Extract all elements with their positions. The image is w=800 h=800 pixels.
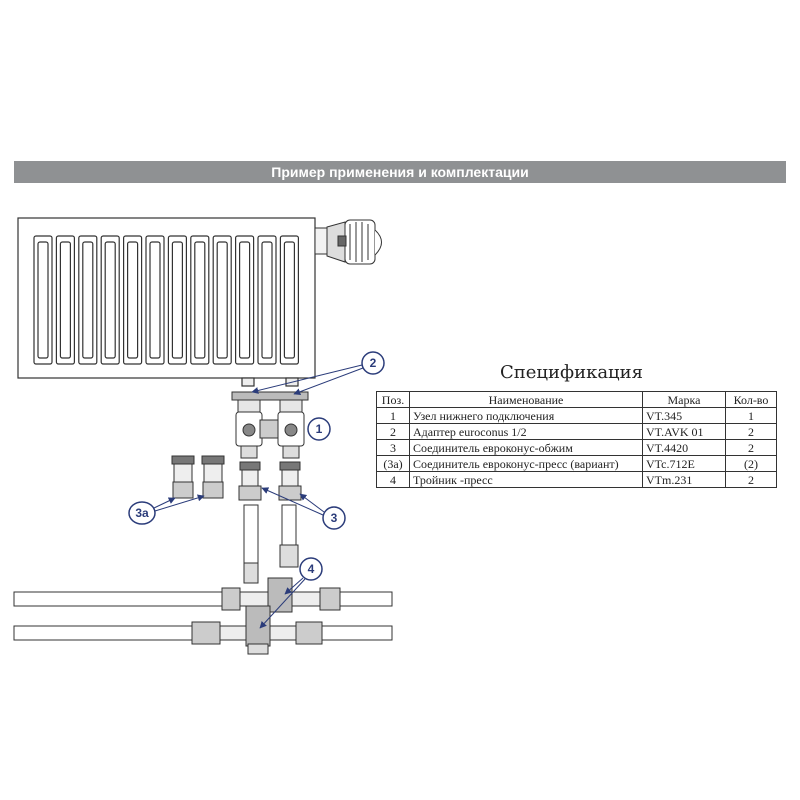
cell-mark: VTm.231 <box>643 472 726 488</box>
radiator-fin-inner <box>105 242 115 358</box>
radiator-fin-inner <box>240 242 250 358</box>
bottom-connection-valve <box>232 392 308 458</box>
cell-mark: VT.345 <box>643 408 726 424</box>
cell-qty: 2 <box>726 424 777 440</box>
radiator-fin-inner <box>284 242 294 358</box>
cell-name: Тройник -пресс <box>410 472 643 488</box>
header-name: Наименование <box>410 392 643 408</box>
table-row <box>377 472 777 488</box>
vertical-pipes <box>244 505 298 583</box>
cell-qty: 2 <box>726 440 777 456</box>
table-row <box>377 456 777 472</box>
callout-3 <box>262 488 345 529</box>
cell-name: Соединитель евроконус-обжим <box>410 440 643 456</box>
connectors-pos3a <box>172 456 224 498</box>
radiator-fin-inner <box>128 242 138 358</box>
callout-1-label: 1 <box>315 422 323 436</box>
cell-qty: (2) <box>726 456 777 472</box>
header-pos: Поз. <box>377 392 410 408</box>
table-row <box>377 408 777 424</box>
cell-mark: VTc.712E <box>643 456 726 472</box>
callout-3a <box>129 496 204 524</box>
cell-qty: 1 <box>726 408 777 424</box>
cell-mark: VT.AVK 01 <box>643 424 726 440</box>
callout-3-label: 3 <box>330 511 338 525</box>
thermostatic-head <box>315 220 382 264</box>
press-tees <box>192 578 340 654</box>
cell-pos: (3а) <box>377 456 410 472</box>
cell-mark: VT.4420 <box>643 440 726 456</box>
cell-name: Адаптер euroconus 1/2 <box>410 424 643 440</box>
callout-1 <box>308 418 330 440</box>
cell-pos: 4 <box>377 472 410 488</box>
table-row <box>377 440 777 456</box>
callout-3a-label: 3а <box>135 506 149 520</box>
cell-name: Узел нижнего подключения <box>410 408 643 424</box>
radiator-fin-inner <box>217 242 227 358</box>
cell-qty: 2 <box>726 472 777 488</box>
cell-name: Соединитель евроконус-пресс (вариант) <box>410 456 643 472</box>
spec-table <box>376 391 777 488</box>
radiator-fin-inner <box>83 242 93 358</box>
connectors-pos3 <box>239 462 301 500</box>
cell-pos: 1 <box>377 408 410 424</box>
radiator-fin-inner <box>195 242 205 358</box>
header-qty: Кол-во <box>726 392 777 408</box>
section-banner: Пример применения и комплектации <box>14 161 786 183</box>
radiator-fin-inner <box>60 242 70 358</box>
header-mark: Марка <box>643 392 726 408</box>
table-row <box>377 424 777 440</box>
radiator-fin-inner <box>38 242 48 358</box>
spec-header-row <box>377 392 777 408</box>
callout-2-label: 2 <box>369 356 377 370</box>
radiator-fin-inner <box>262 242 272 358</box>
cell-pos: 2 <box>377 424 410 440</box>
radiator-fin-inner <box>172 242 182 358</box>
spec-title: Спецификация <box>500 362 643 383</box>
radiator-fin-inner <box>150 242 160 358</box>
radiator <box>18 218 315 386</box>
callout-4-label: 4 <box>307 562 315 576</box>
cell-pos: 3 <box>377 440 410 456</box>
